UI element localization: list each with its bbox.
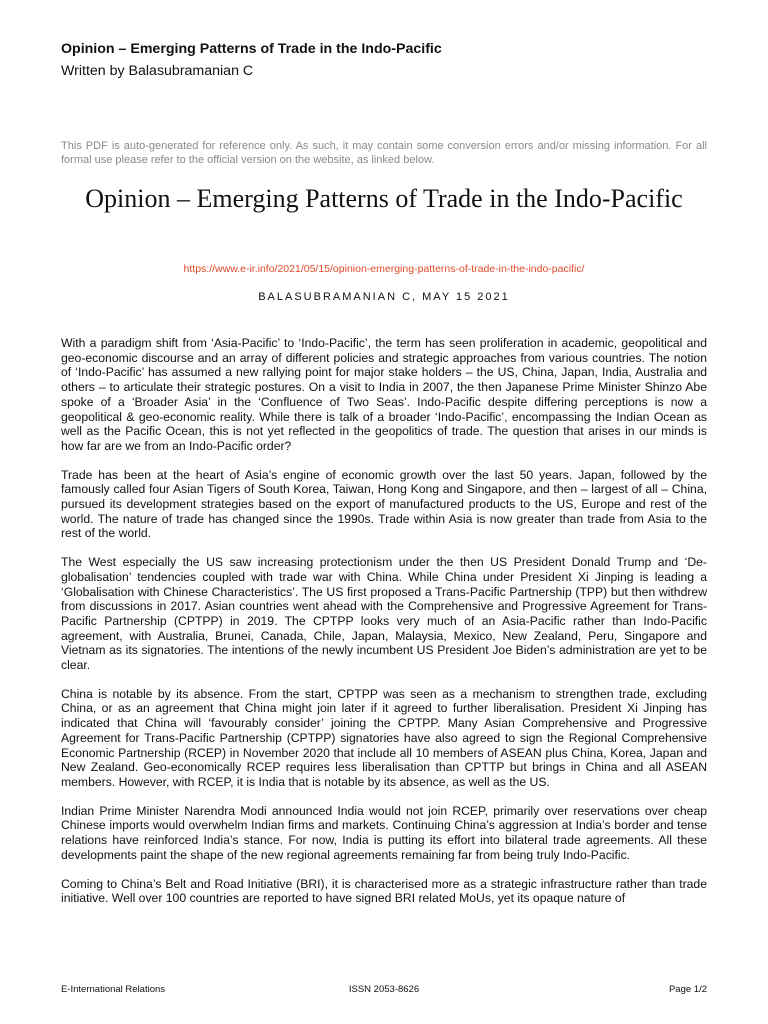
article-title: Opinion – Emerging Patterns of Trade in the Indo-Pacific <box>85 184 683 213</box>
page-footer <box>61 984 707 998</box>
header-author: Written by Balasubramanian C <box>61 63 254 79</box>
paragraph: Indian Prime Minister Narendra Modi announced India would not join RCEP, primarily over reservations over cheap Chinese imports would overwhelm Indian firms and markets. Continuing China’s aggression at India’s border and tense relations have reinforced India’s stance. For now, India is putting its effort into bilateral trade agreements. All these developments paint the shape of the new regional agreements remaining far from being truly Indo-Pacific. <box>61 803 707 862</box>
byline-date: MAY 15 2021 <box>422 291 510 303</box>
byline <box>61 291 707 303</box>
header-title: Opinion – Emerging Patterns of Trade in the Indo-Pacific <box>61 41 442 57</box>
paragraph: The West especially the US saw increasing protectionism under the then US President Donald Trump and ‘De-globalisation’ tendencies coupled with trade war with China. While China under President Xi Jinping is leading a ‘Globalisation with Chinese Characteristics’. The US first proposed a Trans-Pacific Partnership (TPP) but then withdrew from discussions in 2017. Asian countries went ahead with the Comprehensive and Progressive Agreement for Trans-Pacific Partnership (CPTPP) in 2019. The CPTPP looks very much of an Asia-Pacific rather than Indo-Pacific agreement, with Australia, Brunei, Canada, Chile, Japan, Malaysia, Mexico, New Zealand, Peru, Singapore and Vietnam as its signatories. The intentions of the newly incumbent US President Joe Biden’s administration are yet to be clear. <box>61 555 707 673</box>
footer-publisher: E-International Relations <box>61 984 166 995</box>
article-url-link[interactable]: https://www.e-ir.info/2021/05/15/opinion-emerging-patterns-of-trade-in-the-indo-pacific/ <box>183 263 585 275</box>
footer-issn: ISSN 2053-8626 <box>348 984 420 995</box>
auto-generated-notice: This PDF is auto-generated for reference only. As such, it may contain some conversion errors and/or missing information. For all formal use please refer to the official version on the website, as linked below. <box>61 140 707 166</box>
byline-author: BALASUBRAMANIAN C, <box>258 291 418 303</box>
paragraph: Coming to China’s Belt and Road Initiative (BRI), it is characterised more as a strategic infrastructure rather than trade initiative. Well over 100 countries are reported to have signed BRI related MoUs, yet its opaque nature of <box>61 876 707 906</box>
article-body <box>61 336 707 920</box>
footer-page-number: Page 1/2 <box>668 984 707 995</box>
paragraph: With a paradigm shift from ‘Asia-Pacific’ to ‘Indo-Pacific’, the term has seen proliferation in academic, geopolitical and geo-economic discourse and an array of different policies and strategic approaches from various countries. The notion of ‘Indo-Pacific’ has assumed a new rallying point for major stake holders – the US, China, Japan, India, Australia and others – to articulate their strategic postures. On a visit to India in 2007, the then Japanese Prime Minister Shinzo Abe spoke of a ‘Broader Asia’ in the ‘Confluence of Two Seas’. Indo-Pacific despite differing perceptions is now a geopolitical & geo-economic reality. While there is talk of a broader ‘Indo-Pacific’, encompassing the Indian Ocean as well as the Pacific Ocean, this is not yet reflected in the geopolitics of trade. The question that arises in our minds is how far are we from an Indo-Pacific order? <box>61 336 707 453</box>
paragraph: Trade has been at the heart of Asia’s engine of economic growth over the last 50 years. Japan, followed by the famously called four Asian Tigers of South Korea, Taiwan, Hong Kong and Singapore, and then – largest of all – China, pursued its development strategies based on the export of manufactured products to the US, Europe and rest of the world. The nature of trade has changed since the 1990s. Trade within Asia is now greater than trade from Asia to the rest of the world. <box>61 467 707 541</box>
paragraph: China is notable by its absence. From the start, CPTPP was seen as a mechanism to strengthen trade, excluding China, or as an agreement that China might join later if it agreed to further liberalisation. President Xi Jinping has indicated that China will ‘favourably consider’ joining the CPTPP. Many Asian Comprehensive and Progressive Agreement for Trans-Pacific Partnership (CPTPP) signatories have also agreed to sign the Regional Comprehensive Economic Partnership (RCEP) in November 2020 that include all 10 members of ASEAN plus China, Korea, Japan and New Zealand. Geo-economically RCEP requires less liberalisation than CPTTP but brings in China and all ASEAN members. However, with RCEP, it is India that is notable by its absence, as well as the US. <box>61 686 707 789</box>
